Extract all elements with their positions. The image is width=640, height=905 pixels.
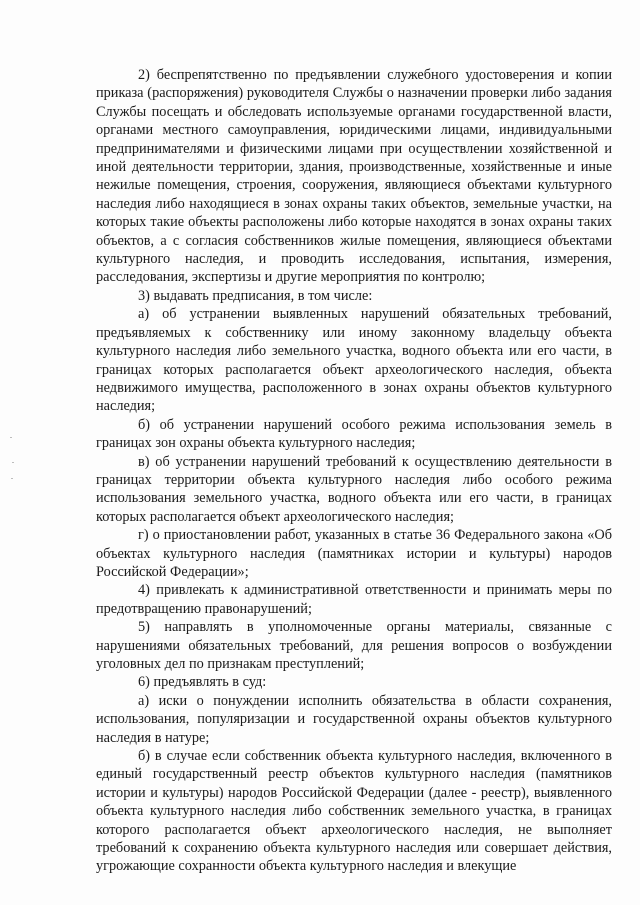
paragraph-subitem-6b: б) в случае если собственник объекта культурного наследия, включенного в единый государственный реестр объектов культурного наследия (памятников истории и культуры) народов Российской Федерации (далее - реестр), выявленного объекта культурного наследия либо собственник земельного участка, в границах которого располагается объект археологического наследия, не выполняет требований к сохранению объекта культурного наследия или совершает действия, угрожающие сохранности объекта культурного наследия и влекущие [96,748,612,875]
paragraph-item-3: 3) выдавать предписания, в том числе: [138,287,373,304]
scan-artifact [11,478,13,479]
paragraph-subitem-3v: в) об устранении нарушений требований к осуществлению деятельности в границах территории объекта культурного наследия либо особого режима использования земельного участка, водного объекта или его части, в границах которых располагается объект археологического наследия; [96,453,612,525]
scan-artifact [12,462,14,463]
paragraph-item-4: 4) привлекать к административной ответственности и принимать меры по предотвращению правонарушений; [96,582,612,617]
scan-artifact [10,437,12,438]
paragraph-subitem-6a: а) иски о понуждении исполнить обязательства в области сохранения, использования, популяризации и государственной охраны объектов культурного наследия в натуре; [96,692,612,746]
paragraph-subitem-3a: а) об устранении выявленных нарушений обязательных требований, предъявляемых к собственнику или иному законному владельцу объекта культурного наследия либо земельного участка, водного объекта или его части, в границах которых располагается объект археологического наследия, объекта недвижимого имущества, расположенного в зонах охраны объектов культурного наследия; [96,306,612,415]
paragraph-subitem-3b: б) об устранении нарушений особого режима использования земель в границах зон охраны объекта культурного наследия; [96,416,612,452]
paragraph-item-6: 6) предъявлять в суд: [138,674,267,691]
document-body [96,66,612,876]
paragraph-item-5: 5) направлять в уполномоченные органы материалы, связанные с нарушениями обязательных требований, для решения вопросов о возбуждении уголовных дел по признакам преступлений; [96,619,612,672]
paragraph-item-2: 2) беспрепятственно по предъявлении служебного удостоверения и копии приказа (распоряжения) руководителя Службы о назначении проверки либо задания Службы посещать и обследовать используемые органами государственной власти, органами местного самоуправления, юридическими лицами, индивидуальными предпринимателями и физическими лицами при осуществлении хозяйственной и иной деятельности территории, здания, производственные, хозяйственные и иные нежилые помещения, строения, сооружения, являющиеся объектами культурного наследия либо находящиеся в зонах охраны таких объектов, земельные участки, на которых такие объекты расположены либо которые находятся в зонах охраны таких объектов, а с согласия собственников жилые помещения, являющиеся объектами культурного наследия, и проводить исследования, испытания, измерения, расследования, экспертизы и другие мероприятия по контролю; [96,67,612,286]
paragraph-subitem-3g: г) о приостановлении работ, указанных в статье 36 Федерального закона «Об объектах культурного наследия (памятниках истории и культуры) народов Российской Федерации»; [96,527,612,580]
